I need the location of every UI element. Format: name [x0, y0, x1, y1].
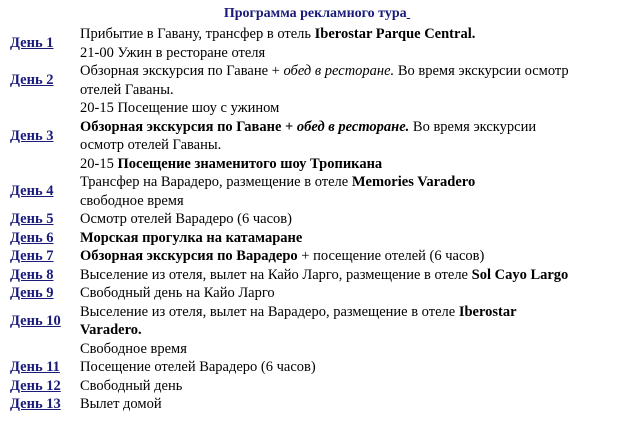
day-description: Посещение отелей Варадеро (6 часов) [80, 359, 316, 375]
day-description: Обзорная экскурсия по Варадеро + посещение отелей (6 часов) [80, 248, 485, 264]
day-description: Морская прогулка на катамаране [80, 229, 303, 246]
itinerary-row [10, 284, 626, 303]
itinerary-row [10, 136, 626, 155]
day-description: Свободный день [80, 377, 183, 394]
day-link-11[interactable]: День 11 [10, 359, 60, 375]
itinerary-row [10, 358, 626, 377]
day-description: Обзорная экскурсия по Гаване + обед в ресторане. Во время экскурсии осмотр [80, 63, 569, 79]
itinerary-row [10, 395, 626, 414]
day-description: осмотр отелей Гаваны. [80, 137, 222, 153]
day-description: Свободное время [80, 340, 187, 357]
itinerary-row [10, 44, 626, 63]
itinerary-table [10, 25, 626, 414]
itinerary-row [10, 81, 626, 100]
itinerary-row [10, 303, 626, 322]
day-link-4[interactable]: День 4 [10, 183, 54, 200]
itinerary-row [10, 229, 626, 248]
itinerary-row [10, 99, 626, 118]
day-description: Осмотр отелей Варадеро (6 часов) [80, 211, 292, 227]
itinerary-row [10, 266, 626, 285]
day-description: Свободный день на Кайо Ларго [80, 285, 275, 301]
day-description: 21-00 Ужин в ресторане отеля [80, 44, 266, 61]
day-description: Прибытие в Гавану, трансфер в отель Iberostar Parque Central. [80, 26, 476, 42]
day-link-2[interactable]: День 2 [10, 72, 54, 89]
day-description: 20-15 Посещение шоу с ужином [80, 100, 280, 116]
day-link-7[interactable]: День 7 [10, 248, 54, 264]
itinerary-row [10, 155, 626, 174]
itinerary-row [10, 340, 626, 359]
day-description: Выселение из отеля, вылет на Кайо Ларго, размещение в отеле Sol Cayo Largo [80, 266, 569, 283]
itinerary-row [10, 210, 626, 229]
day-description: Обзорная экскурсия по Гаване + обед в ресторане. Во время экскурсии [80, 118, 537, 135]
day-link-6[interactable]: День 6 [10, 229, 54, 246]
day-link-3[interactable]: День 3 [10, 127, 54, 144]
itinerary-row [10, 377, 626, 396]
itinerary-row [10, 247, 626, 266]
day-link-10[interactable]: День 10 [10, 312, 61, 329]
day-description: 20-15 Посещение знаменитого шоу Тропикана [80, 155, 383, 172]
day-description: отелей Гаваны. [80, 81, 174, 98]
day-link-13[interactable]: День 13 [10, 396, 61, 412]
day-link-1[interactable]: День 1 [10, 35, 54, 52]
itinerary-row [10, 118, 626, 137]
itinerary-row [10, 25, 626, 44]
day-description: Выселение из отеля, вылет на Варадеро, размещение в отеле Iberostar [80, 303, 517, 320]
day-description: Вылет домой [80, 396, 162, 412]
itinerary-row [10, 321, 626, 340]
itinerary-row [10, 192, 626, 211]
day-link-9[interactable]: День 9 [10, 285, 54, 301]
day-link-12[interactable]: День 12 [10, 377, 61, 394]
day-description: свободное время [80, 192, 184, 209]
day-link-5[interactable]: День 5 [10, 211, 54, 227]
itinerary-row [10, 62, 626, 81]
day-description: Varadero. [80, 322, 142, 338]
itinerary-row [10, 173, 626, 192]
day-link-8[interactable]: День 8 [10, 266, 54, 283]
page-title: Программа рекламного тура [223, 6, 407, 21]
day-description: Трансфер на Варадеро, размещение в отеле Memories Varadero [80, 174, 476, 190]
